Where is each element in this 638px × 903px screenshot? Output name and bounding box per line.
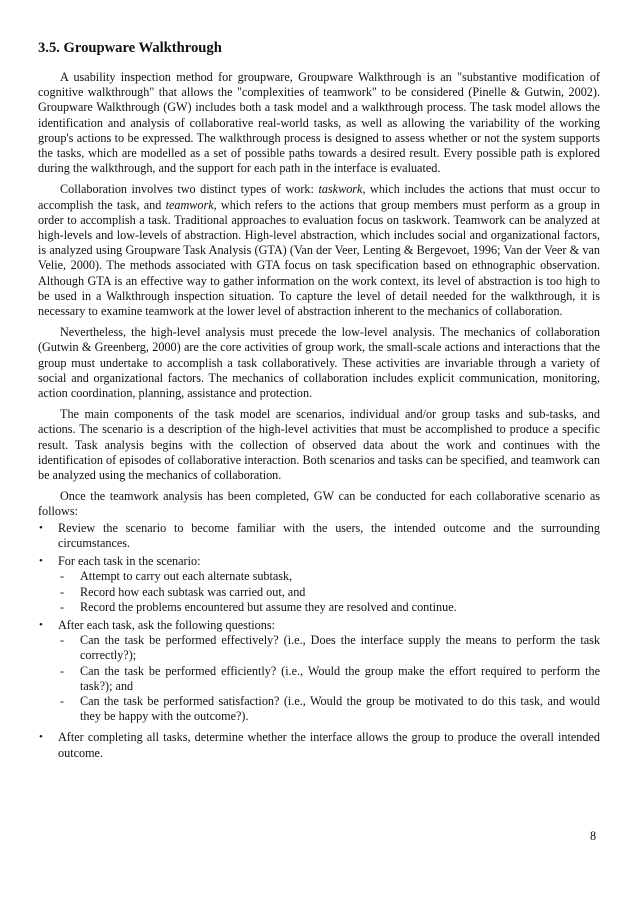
bullet-icon: • <box>39 521 43 534</box>
dash-icon: - <box>60 693 65 708</box>
sub-list-item-text: Record how each subtask was carried out, and <box>80 584 306 599</box>
paragraph-mechanics: Nevertheless, the high-level analysis must precede the low-level analysis. The mechanics of collaboration (Gutwin & Greenberg, 2000) are the core activities of group work, the small-scale actions and interactions that the group must undertake to accomplish a task collaboratively. These activities are invariable through a variety of social and organizational factors. The mechanics of collaboration includes explicit communication, monitoring, action coordination, planning, assistance and protection. <box>38 325 600 401</box>
sub-list-item <box>58 569 600 584</box>
sub-list-item-text: Record the problems encountered but assume they are resolved and continue. <box>80 599 457 614</box>
list-item-text: For each task in the scenario: <box>58 554 201 569</box>
term-taskwork: taskwork <box>318 182 363 197</box>
paragraph-procedure-intro: Once the teamwork analysis has been completed, GW can be conducted for each collaborative scenario as follows: <box>38 489 600 519</box>
term-teamwork: teamwork <box>165 197 214 212</box>
bullet-icon: • <box>39 731 43 744</box>
page-number: 8 <box>590 829 597 843</box>
list-item-text: After each task, ask the following questions: <box>58 617 275 632</box>
sub-list-item <box>58 600 600 615</box>
sub-list-item-text: Can the task be performed effectively? (i.e., Does the interface supply the means to perform the task correctly?); <box>80 633 600 663</box>
dash-icon: - <box>60 599 65 614</box>
dash-icon: - <box>60 663 65 678</box>
procedure-list <box>38 521 600 761</box>
sub-list <box>58 633 600 724</box>
sub-list-item-text: Can the task be performed satisfaction? (i.e., Would the group be motivated to do this task, and would they be happy with the outcome?). <box>80 693 600 724</box>
section-heading: 3.5. Groupware Walkthrough <box>38 40 222 56</box>
bullet-icon: • <box>39 555 43 568</box>
list-item <box>38 730 600 760</box>
list-item-text: After completing all tasks, determine whether the interface allows the group to produce the overall intended outcome. <box>58 730 600 760</box>
sub-list-item <box>58 664 600 694</box>
sub-list-item-text: Can the task be performed efficiently? (i.e., Would the group make the effort required to perform the task?); and <box>80 663 600 693</box>
paragraph-collaboration <box>38 182 600 319</box>
dash-icon: - <box>60 584 65 599</box>
list-item <box>38 521 600 551</box>
paragraph-task-model: The main components of the task model are scenarios, individual and/or group tasks and sub-tasks, and actions. The scenario is a description of the high-level activities that must be accomplished to produce a specific result. Task analysis begins with the collection of observed data about the work and continues with the identification of episodes of collaborative interaction. Both scenarios and tasks can be specified, and teamwork can be analyzed using the mechanics of collaboration. <box>38 407 600 483</box>
document-page <box>38 40 600 764</box>
list-item <box>38 554 600 615</box>
sub-list-item <box>58 633 600 663</box>
sub-list-item-text: Attempt to carry out each alternate subtask, <box>80 569 293 584</box>
paragraph-collaboration-part-b: , which includes the actions that must occur to accomplish the task, and <box>38 182 600 212</box>
dash-icon: - <box>60 569 65 584</box>
sub-list-item <box>58 585 600 600</box>
bullet-icon: • <box>39 618 43 631</box>
dash-icon: - <box>60 633 65 648</box>
list-item <box>38 618 600 724</box>
sub-list-item <box>58 694 600 724</box>
paragraph-collaboration-part-c: , which refers to the actions that group members must perform as a group in order to accomplish a task. Traditional approaches to evaluation focus on taskwork. Teamwork can be analyzed at high-levels and low-levels of abstraction. High-level abstraction, which includes social and organizational factors, is analyzed using Groupware Task Analysis (GTA) (Van der Veer, Lenting & Bergevoet, 1996; Van der Veer & van Velie, 2000). The methods associated with GTA focus on task specification based on ethnographic observation. Although GTA is an effective way to gather information on the work context, its level of abstraction is too high to be used in a Walkthrough inspection situation. To capture the level of detail needed for the walkthrough, it is necessary to examine teamwork at the lower level of abstraction inherent to the mechanics of collaboration. <box>38 197 600 319</box>
list-item-text: Review the scenario to become familiar with the users, the intended outcome and the surrounding circumstances. <box>58 520 600 550</box>
paragraph-intro: A usability inspection method for groupware, Groupware Walkthrough is an "substantive modification of cognitive walkthrough" that allows the "complexities of teamwork" to be considered (Pinelle & Gutwin, 2002). Groupware Walkthrough (GW) includes both a task model and a walkthrough process. The task model allows the identification and analysis of collaborative real-world tasks, as well as allowing the variability of the working group's actions to be expressed. The walkthrough process is designed to assess whether or not the system supports the tasks, which are modelled as a set of possible paths towards a desired result. Every possible path is explored during the walkthrough, and the support for each path in the interface is evaluated. <box>38 70 600 176</box>
paragraph-collaboration-part-a: Collaboration involves two distinct types of work: <box>60 182 319 197</box>
sub-list <box>58 569 600 615</box>
